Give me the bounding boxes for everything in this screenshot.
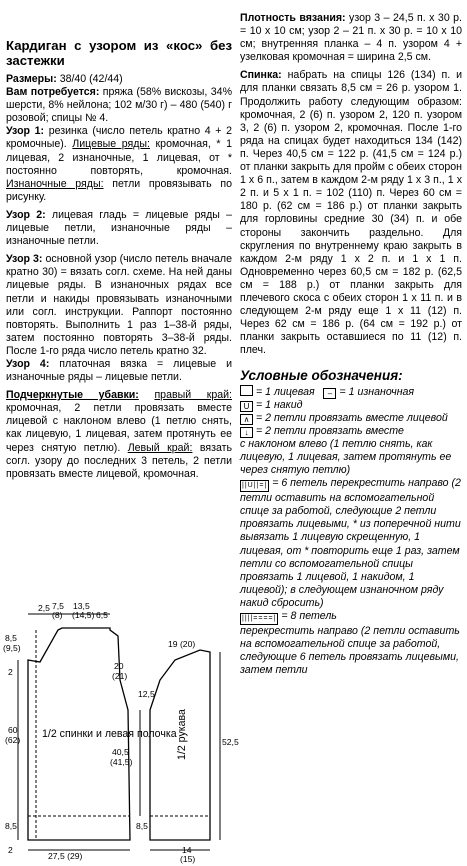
sizes-paragraph — [6, 73, 232, 86]
density-text: узор 3 – 24,5 п. x 30 р. = 10 x 10 см; узор 2 – 21 п. x 30 р. = 10 x 10 см; внутренняя планка – 4 п. узором 4 + узелковая кромочная = ширина 2,5 см. — [240, 12, 462, 64]
dim-label: 12,5 — [138, 689, 155, 699]
pattern1-paragraph — [6, 125, 232, 204]
dim-label: 2 — [8, 667, 13, 677]
dim-label: 60 — [8, 725, 18, 735]
pattern3-paragraph — [6, 253, 232, 358]
pattern1-knit-rows: Лицевые ряды: — [72, 138, 150, 151]
pattern1-label: Узор 1: — [6, 125, 45, 138]
legend-knit-text: = 1 лицевая — [256, 385, 315, 398]
purl-symbol-icon: – — [323, 388, 336, 399]
right-edge-text: кромочная, 2 петли провязать вместе лицевой с наклоном влево (1 петлю снять, как лицевую, 1 лицевая, затем протянуть ее через снятую петлю). — [6, 402, 232, 454]
sizes-value: 38/40 (42/44) — [59, 73, 123, 85]
legend-item-knit — [240, 385, 462, 399]
sizes-label: Размеры: — [6, 73, 57, 85]
legend-purl-text: = 1 изнаночная — [339, 385, 415, 398]
dim-label: 8,5 — [5, 633, 17, 643]
legend-k2tog-text: = 2 петли провязать вместе лицевой — [256, 411, 448, 424]
cable6-symbol-icon: ||U||=| — [240, 480, 269, 492]
back-paragraph — [240, 69, 462, 357]
decreases-label: Подчеркнутые убавки: — [6, 389, 139, 402]
pattern4-text: платочная вязка = лицевые и изнаночные ряды – лицевые петли. — [6, 357, 233, 384]
pattern3-text: основной узор (число петель вначале кратно 30) = вязать согл. схеме. На ней даны лицевые ряды. В изнаночных рядах все петли и накиды провязывать изнаночными или согл. инструкции. Раппорт постоянно повторять. Выполнить 1 раз 1–38-й ряды, затем постоянно повторять 3–38-й ряды. После 1-го ряда число петель кратно 32. — [6, 253, 233, 357]
pattern1-text-3: петли провязывать по рисунку. — [6, 177, 232, 203]
back-piece-label: 1/2 спинки и левая полочка — [42, 728, 177, 740]
dim-label: 6,5 — [96, 610, 108, 620]
pattern3-label: Узор 3: — [6, 253, 43, 266]
density-label: Плотность вязания: — [240, 12, 346, 24]
dim-label: (41,5) — [110, 757, 133, 767]
pattern2-text: лицевая гладь = лицевые ряды – лицевые петли, изнаночные ряды – изнаночные петли. — [6, 208, 233, 248]
dim-label: 8,5 — [136, 821, 148, 831]
dim-label: 8,5 — [5, 821, 17, 831]
legend-cable6-text: = 6 петель перекрестить направо (2 петли оставить на вспомогательной спице за работой, следующие 2 петли провязать лицевыми, * из поперечной нити вывязать 1 лицевую скрещенную, 1 лицевая, от * повторить еще 1 раз, затем петли со вспомогательной спицы провязать 1 лицевой, 1 накидом, 1 лицевой); в следующем изнаночном ряду накид сбросить) — [240, 477, 461, 609]
legend-ssk-text: = 2 петли провязать вместе — [256, 424, 404, 437]
legend-item-k2tog — [240, 412, 462, 425]
pattern1-text: резинка (число петель кратно 4 + 2 кромочные). — [6, 125, 232, 151]
legend-item-yarnover — [240, 399, 462, 412]
dim-label: 7,5 — [52, 601, 64, 611]
left-edge-text: вязать согл. узору до последних 3 петель, 2 петли провязать вместе лицевой, кромочная. — [6, 441, 232, 480]
dim-label: (62) — [5, 735, 21, 745]
dim-label: 19 (20) — [168, 639, 196, 649]
legend-item-cable8 — [240, 610, 462, 677]
materials-value: пряжа (58% вискозы, 34% шерсти, 8% нейлона; 102 м/30 г) – 480 (540) г розовой; спицы № 4. — [6, 86, 232, 125]
page-title: Кардиган с узором из «кос» без застежки — [6, 38, 232, 68]
pattern1-text-2: кромочная, * 1 лицевая, 2 изнаночные, 1 лицевая, от * постоянно повторять, кромочная. — [6, 138, 232, 177]
pattern4-label: Узор 4: — [6, 357, 50, 370]
legend-cable8-text-2: перекрестить направо (2 петли оставить на вспомогательной спице за работой, следующие 6 петель провязать лицевыми, затем петли — [240, 625, 460, 677]
dim-label: 40,5 — [112, 747, 129, 757]
dim-label: (15) — [180, 854, 196, 864]
left-edge-label: Левый край: — [127, 441, 193, 454]
dim-label: 13,5 — [73, 601, 90, 611]
dim-label: 2 — [8, 845, 13, 855]
dim-label: 52,5 — [222, 737, 239, 747]
back-text: набрать на спицы 126 (134) п. и для планки связать 8,5 см = 26 р. узором 1. Продолжить работу следующим образом: кромочная, 2 (6) п. узором 2, 120 п. узором 3, 2 (6) п. узором 2, кромочная. После 1-го ряда на спицах будет находиться 134 (142) п. Через 40,5 см = 122 р. (41,5 см = 124 р.) от планки закрыть для пройм с обеих сторон 1 x 6 п., затем в каждом 2-м ряду 1 x 3 п., 1 x 2 п. и 5 x 1 п. = 102 (110) п. Через 60 см = 180 р. (62 см = 186 р.) от планки закрыть для горловины средние 30 (34) п. и обе стороны закончить раздельно. Для скругления по внутреннему краю закрыть в каждом 2-м ряду 1 x 2 п. и 1 x 1 п. Одновременно через 60,5 см = 182 р. (62,5 см = 188 р.) от планки закрыть для плечевого скоса с обеих сторон 1 x 11 п. и в следующем 2-м ряду еще 1 x 11 (12) п. Через 62 см = 186 р. (64 см = 192 р.) от планки закрыть оставшиеся по 11 (12) п. плеч. — [240, 69, 462, 357]
dim-label: 27,5 (29) — [48, 851, 83, 861]
legend-title: Условные обозначения: — [240, 368, 403, 384]
schematic-diagram — [0, 600, 240, 866]
materials-paragraph — [6, 86, 232, 125]
legend-item-cable6 — [240, 477, 462, 610]
legend-cable8-text: = 8 петель — [281, 610, 337, 623]
cable8-symbol-icon: ||||====| — [240, 613, 278, 625]
ssk-symbol-icon: ↓ — [240, 427, 253, 438]
legend-yarnover-text: = 1 накид — [256, 398, 303, 411]
right-edge-label: правый край: — [154, 389, 232, 402]
pattern4-paragraph — [6, 358, 232, 384]
dim-label: 20 — [114, 661, 124, 671]
sleeve-label: 1/2 рукава — [176, 709, 188, 760]
density-paragraph — [240, 12, 462, 64]
k2tog-symbol-icon: ∧ — [240, 414, 253, 425]
dim-label: 14 — [182, 845, 192, 855]
legend-item-ssk — [240, 425, 462, 477]
back-label: Спинка: — [240, 69, 282, 82]
dim-label: 2,5 — [38, 603, 50, 613]
legend — [240, 385, 462, 678]
knit-symbol-icon — [240, 385, 253, 396]
dim-label: (8) — [52, 610, 63, 620]
decreases-paragraph — [6, 389, 232, 481]
pattern2-paragraph — [6, 209, 232, 248]
materials-label: Вам потребуется: — [6, 86, 100, 99]
pattern2-label: Узор 2: — [6, 208, 46, 221]
dim-label: (21) — [112, 671, 128, 681]
dim-label: (14,5) — [72, 610, 95, 620]
left-column — [6, 0, 232, 481]
legend-ssk-text-2: с наклоном влево (1 петлю снять, как лицевую, 1 лицевая, затем протянуть ее через снятую петлю) — [240, 437, 452, 477]
dim-label: (9,5) — [3, 643, 21, 653]
right-column — [240, 0, 462, 677]
yarnover-symbol-icon: U — [240, 401, 253, 412]
pattern1-purl-rows: Изнаночные ряды: — [6, 177, 104, 190]
